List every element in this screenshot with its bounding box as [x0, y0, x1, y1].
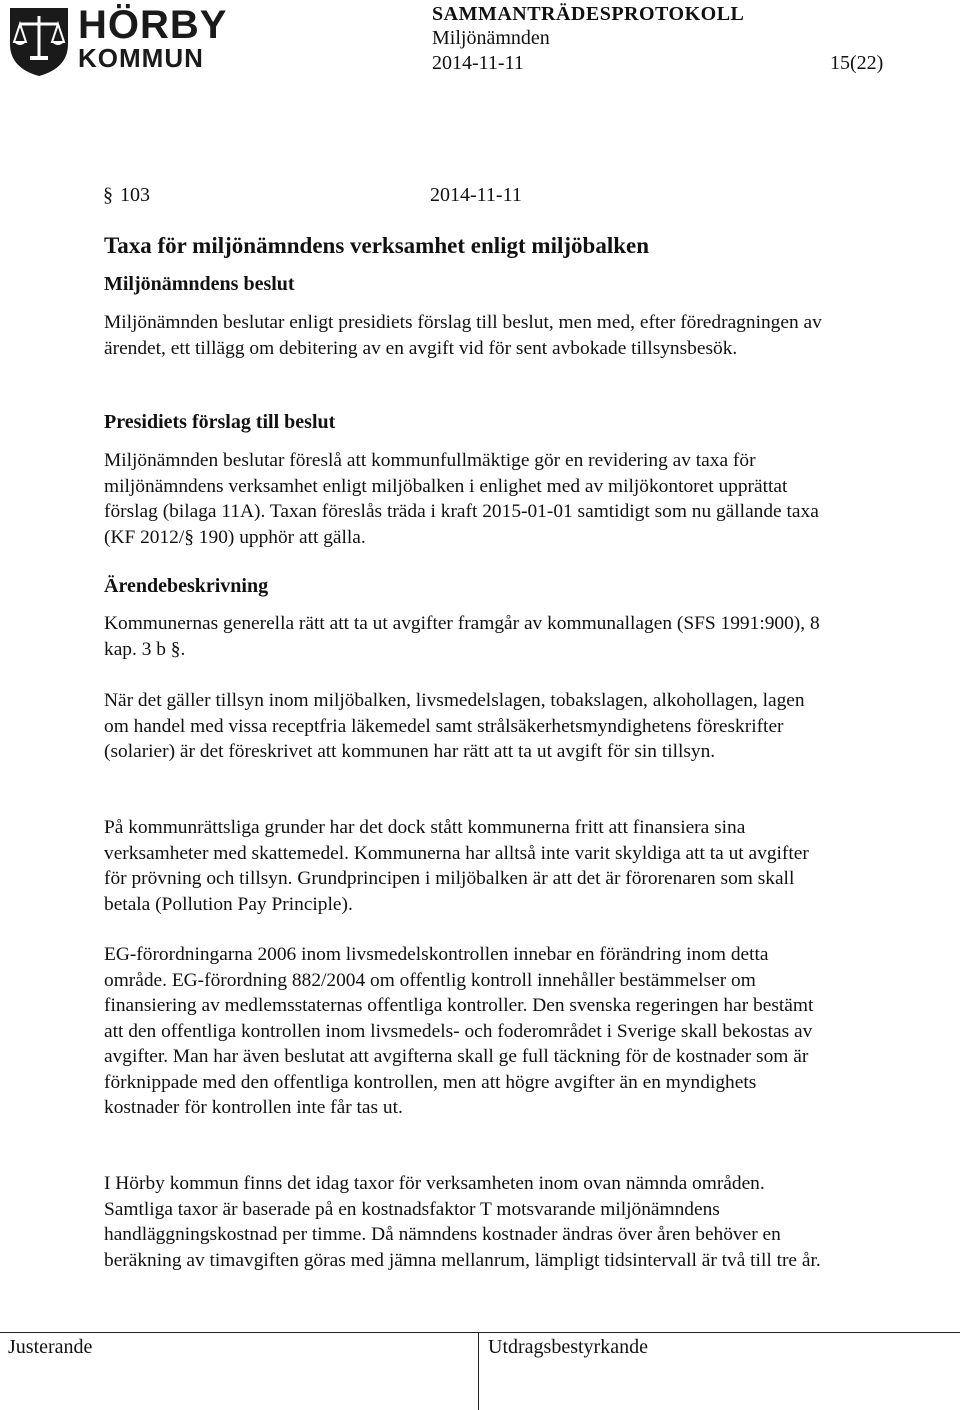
document-type: SAMMANTRÄDESPROTOKOLL [432, 3, 745, 25]
decision-text: Miljönämnden beslutar enligt presidiets förslag till beslut, men med, efter föredragningen av ärendet, ett tillägg om debitering av en avgift vid för sent avbokade tillsynsbesök. [104, 312, 822, 359]
logo-subtitle: KOMMUN [78, 43, 204, 73]
description-paragraph: På kommunrättsliga grunder har det dock stått kommunerna fritt att finansiera sina verksamheter med skattemedel. Kommunerna har alltså inte varit skyldiga att ta ut avgifter för prövning och tillsyn. Grundprincipen i miljöbalken är att det är förorenaren som skall betala (Pollution Pay Principle). [104, 817, 809, 915]
description-paragraph: EG-förordningarna 2006 inom livsmedelskontrollen innebar en förändring inom detta område. EG-förordning 882/2004 om offentlig kontroll innehåller bestämmelser om finansiering av medlemsstaternas offentliga kontroller. Den svenska regeringen har bestämt att den offentliga kontrollen inom livsmedels- och foderområdet i Sverige skall bekostas av avgifter. Man har även beslutat att avgifterna skall ge full täckning för de kostnader som är förknippade med den offentliga kontrollen, men att högre avgifter än en myndighets kostnader för kontrollen inte får tas ut. [104, 944, 814, 1118]
proposal-heading: Presidiets förslag till beslut [104, 411, 336, 433]
description-paragraph: I Hörby kommun finns det idag taxor för verksamheten inom ovan nämnda områden. Samtliga taxor är baserade på en kostnadsfaktor T motsvarande miljönämndens handläggningskostnad per timme. Då nämndens kostnader ändras över åren behöver en beräkning av timavgiften göras med jämna mellanrum, lämpligt tidsintervall är två till tre år. [104, 1173, 821, 1271]
description-paragraph: När det gäller tillsyn inom miljöbalken, livsmedelslagen, tobakslagen, alkohollagen, lagen om handel med vissa receptfria läkemedel samt strålsäkerhetsmyndighetens föreskrifter (solarier) är det föreskrivet att kommunen har rätt att ta ut avgift för sin tillsyn. [104, 690, 805, 762]
paragraph-symbol: § [103, 184, 113, 206]
footer-divider [0, 1332, 960, 1333]
paragraph-number: 103 [120, 184, 150, 206]
proposal-text: Miljönämnden beslutar föreslå att kommunfullmäktige gör en revidering av taxa för miljönämndens verksamhet enligt miljöbalken i enlighet med av miljökontoret upprättat förslag (bilaga 11A). Taxan föreslås träda i kraft 2015-01-01 samtidigt som nu gällande taxa (KF 2012/§ 190) upphör att gälla. [104, 450, 819, 548]
page-number: 15(22) [830, 52, 884, 74]
description-heading: Ärendebeskrivning [104, 575, 269, 597]
meeting-date: 2014-11-11 [432, 52, 524, 74]
footer-certification-label: Utdragsbestyrkande [488, 1336, 648, 1358]
footer-adjuster-label: Justerande [8, 1336, 93, 1358]
footer-separator [478, 1332, 479, 1410]
description-paragraph: Kommunernas generella rätt att ta ut avgifter framgår av kommunallagen (SFS 1991:900), 8 kap. 3 b §. [104, 613, 820, 660]
decision-heading: Miljönämndens beslut [104, 273, 295, 295]
paragraph-date: 2014-11-11 [430, 184, 522, 206]
coat-of-arms-icon [8, 6, 70, 78]
municipality-logo [8, 2, 228, 82]
case-title: Taxa för miljönämndens verksamhet enligt miljöbalken [104, 233, 650, 258]
logo-name: HÖRBY [78, 3, 228, 47]
committee-name: Miljönämnden [432, 27, 550, 49]
